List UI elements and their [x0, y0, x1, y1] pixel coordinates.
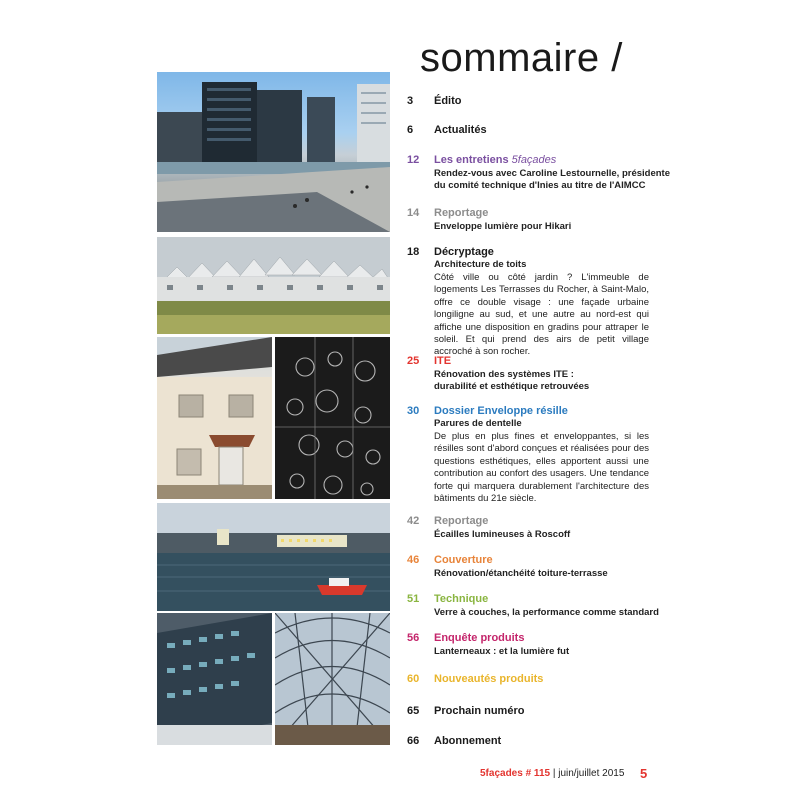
toc-heading: Reportage	[434, 207, 489, 219]
toc-subtitle: Verre à couches, la performance comme standard	[434, 607, 659, 618]
toc-page-number: 56	[407, 632, 420, 644]
toc-heading-prefix: Les entretiens	[434, 154, 512, 166]
toc-subtitle: Rénovation des systèmes ITE :	[434, 369, 574, 380]
toc-heading: Enquête produits	[434, 632, 525, 644]
footer-date: | juin/juillet 2015	[552, 768, 625, 779]
toc-subtitle: Écailles lumineuses à Roscoff	[434, 529, 571, 540]
toc-heading: Prochain numéro	[434, 705, 525, 717]
toc-description: De plus en plus fines et enveloppantes, si les résilles sont d'abord conçues et réalisées pour des questions esthétiques, elles apportent aussi une contribution au confort des usagers. Une tendance forte qui marquera durablement l'architecture des bâtiments du 21e siècle.	[434, 431, 649, 505]
footer-brand: 5façades	[480, 768, 523, 779]
toc-heading: Reportage	[434, 515, 489, 527]
toc-heading: Abonnement	[434, 735, 502, 747]
photo-house-facade	[157, 337, 272, 499]
toc-heading: Nouveautés produits	[434, 673, 544, 685]
toc-page-number: 18	[407, 246, 420, 258]
toc-heading: Couverture	[434, 554, 493, 566]
toc-subtitle: Lanterneaux : et la lumière fut	[434, 646, 570, 657]
toc-heading-brand: 5façades	[511, 154, 557, 166]
toc-heading	[434, 154, 556, 167]
toc-page-number: 66	[407, 735, 420, 747]
toc-page-number: 3	[407, 95, 414, 107]
footer-issue: # 115	[525, 768, 551, 779]
page-footer	[480, 768, 624, 779]
toc-page-number: 25	[407, 355, 420, 367]
photo-terraced-housing	[157, 237, 390, 334]
toc-page-number: 65	[407, 705, 420, 717]
photo-roscoff-harbour	[157, 503, 390, 611]
toc-description: Côté ville ou côté jardin ? L'immeuble de logements Les Terrasses du Rocher, à Saint-Malo, offre ce double visage : une façade urbaine longiligne au sud, et une autre au nord-est qui affiche une disposition en gradins pour attraper le soleil. Et qui prend des airs de petit village accroché à son rocher.	[434, 272, 649, 358]
photo-glass-canopy	[275, 613, 390, 745]
toc-page-number: 14	[407, 207, 420, 219]
toc-subtitle: Architecture de toits	[434, 259, 527, 270]
page-number: 5	[640, 766, 648, 781]
toc-heading: Décryptage	[434, 246, 494, 258]
toc-page-number: 12	[407, 154, 420, 166]
toc-page-number: 46	[407, 554, 420, 566]
page-title: sommaire /	[420, 36, 623, 80]
photo-waterfront-buildings	[157, 72, 390, 232]
toc-subtitle: du comité technique d'Inies au titre de l'AIMCC	[434, 180, 646, 191]
toc-heading: Dossier Enveloppe résille	[434, 405, 568, 417]
toc-page-number: 42	[407, 515, 420, 527]
toc-subtitle: Enveloppe lumière pour Hikari	[434, 221, 572, 232]
toc-page-number: 60	[407, 673, 420, 685]
toc-subtitle: Rendez-vous avec Caroline Lestournelle, présidente	[434, 168, 670, 179]
toc-subtitle: Parures de dentelle	[434, 418, 522, 429]
photo-roof-panels	[157, 613, 272, 745]
toc-heading: Édito	[434, 95, 462, 107]
toc-page-number: 51	[407, 593, 420, 605]
photo-lace-screen	[275, 337, 390, 499]
toc-heading: Technique	[434, 593, 489, 605]
toc-subtitle: durabilité et esthétique retrouvées	[434, 381, 590, 392]
toc-page-number: 6	[407, 124, 414, 136]
toc-heading: ITE	[434, 355, 452, 367]
toc-heading: Actualités	[434, 124, 487, 136]
toc-page-number: 30	[407, 405, 420, 417]
toc-subtitle: Rénovation/étanchéité toiture-terrasse	[434, 568, 608, 579]
